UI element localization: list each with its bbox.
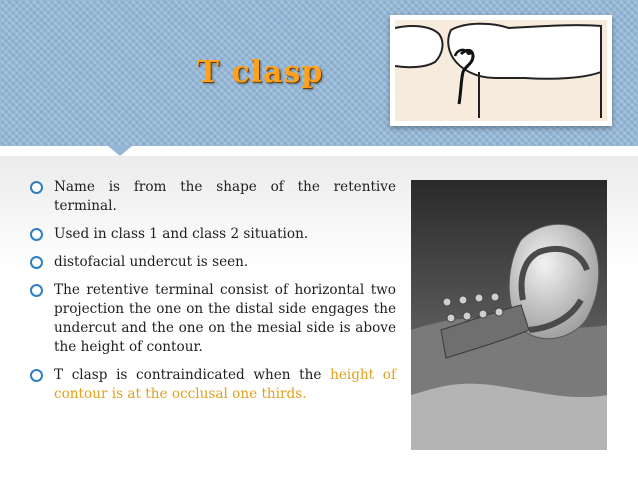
- tooth-drawing-image: [390, 15, 612, 126]
- slide-title: T clasp: [196, 55, 324, 90]
- bullet-ring-icon: [30, 369, 43, 382]
- bullet-text: Name is from the shape of the retentive terminal.: [54, 179, 396, 214]
- bullet-ring-icon: [30, 284, 43, 297]
- header-notch: [108, 146, 132, 156]
- bullet-item: [30, 281, 396, 357]
- bullet-list: [30, 178, 396, 413]
- clasp-photo-image: [411, 180, 607, 450]
- bullet-item: [30, 178, 396, 216]
- bullet-ring-icon: [30, 228, 43, 241]
- bullet-item: [30, 253, 396, 272]
- bullet-ring-icon: [30, 256, 43, 269]
- bullet-item: [30, 225, 396, 244]
- bullet-text: distofacial undercut is seen.: [54, 254, 249, 270]
- bullet-text: The retentive terminal consist of horizontal two projection the one on the distal side engages the undercut and the one on the mesial side is above the height of contour.: [54, 282, 396, 355]
- bullet-text: Used in class 1 and class 2 situation.: [54, 226, 309, 242]
- bullet-ring-icon: [30, 181, 43, 194]
- bullet-item: [30, 366, 396, 404]
- bullet-text: T clasp is contraindicated when the: [54, 367, 331, 383]
- bullet-highlight-text: height of contour is at the occlusal one thirds.: [54, 367, 396, 402]
